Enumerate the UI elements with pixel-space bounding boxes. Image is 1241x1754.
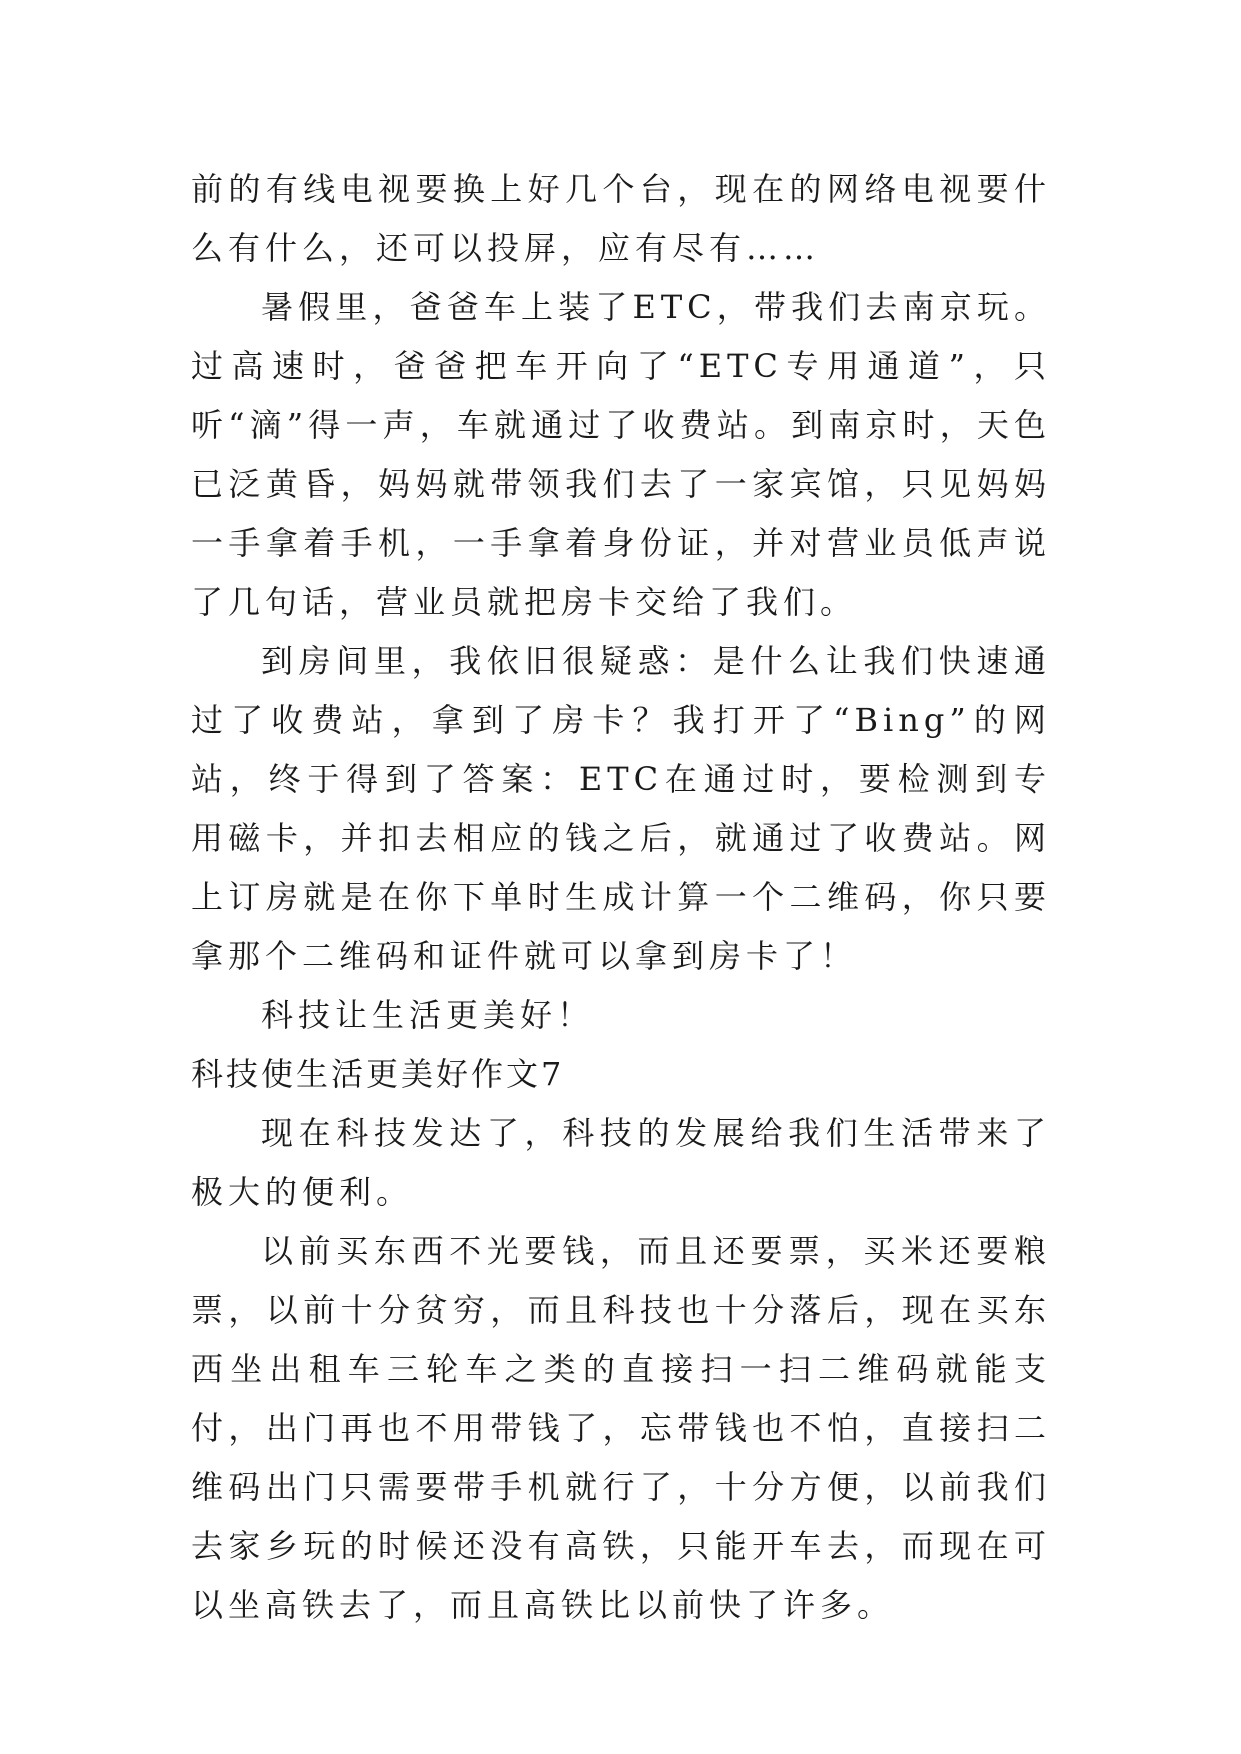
paragraph-conclusion: 科技让生活更美好！ <box>261 996 595 1034</box>
document-body <box>191 160 1051 1635</box>
paragraph-intro: 现在科技发达了，科技的发展给我们生活带来了极大的便利。 <box>191 1114 1051 1211</box>
paragraph-shopping: 以前买东西不光要钱，而且还要票，买米还要粮票，以前十分贫穷，而且科技也十分落后，现在买东西坐出租车三轮车之类的直接扫一扫二维码就能支付，出门再也不用带钱了，忘带钱也不怕，直接扫二维码出门只需要带手机就行了，十分方便，以前我们去家乡玩的时候还没有高铁，只能开车去，而现在可以坐高铁去了，而且高铁比以前快了许多。 <box>191 1232 1051 1624</box>
paragraph-tv: 前的有线电视要换上好几个台，现在的网络电视要什么有什么，还可以投屏，应有尽有…… <box>191 170 1051 267</box>
paragraph-bing-answer: 到房间里，我依旧很疑惑：是什么让我们快速通过了收费站，拿到了房卡？我打开了“Bing”的网站，终于得到了答案：ETC在通过时，要检测到专用磁卡，并扣去相应的钱之后，就通过了收费站。网上订房就是在你下单时生成计算一个二维码，你只要拿那个二维码和证件就可以拿到房卡了！ <box>191 642 1051 975</box>
paragraph-etc-trip: 暑假里，爸爸车上装了ETC，带我们去南京玩。过高速时，爸爸把车开向了“ETC专用通道”，只听“滴”得一声，车就通过了收费站。到南京时，天色已泛黄昏，妈妈就带领我们去了一家宾馆，只见妈妈一手拿着手机，一手拿着身份证，并对营业员低声说了几句话，营业员就把房卡交给了我们。 <box>191 288 1051 621</box>
essay-heading: 科技使生活更美好作文7 <box>191 1055 565 1093</box>
